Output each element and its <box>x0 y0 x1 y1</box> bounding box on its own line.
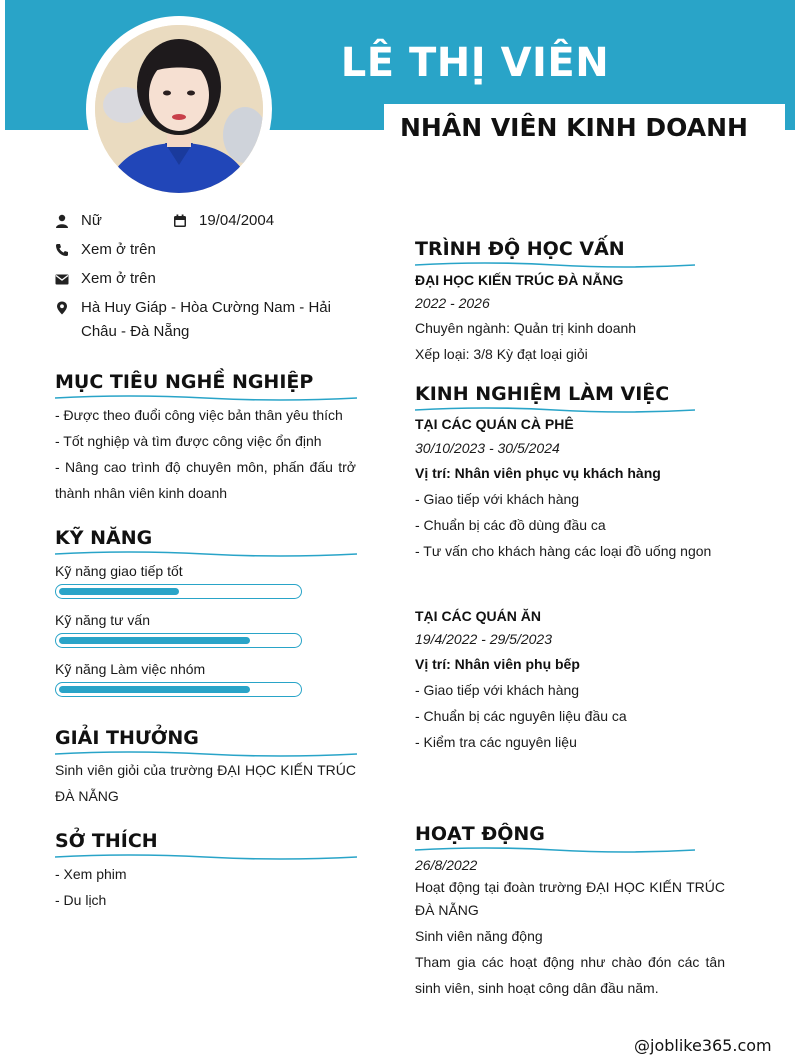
skill-label: Kỹ năng tư vấn <box>55 612 150 628</box>
activities-underline <box>415 846 695 854</box>
hobbies-underline <box>55 853 357 861</box>
phone-row <box>55 241 156 262</box>
job-period: 19/4/2022 - 29/5/2023 <box>415 631 553 647</box>
activity-line: Tham gia các hoạt động như chào đón các tân sinh viên, sinh hoạt công dân đầu năm. <box>415 954 725 996</box>
activities-title: HOẠT ĐỘNG <box>415 823 545 845</box>
email-value: Xem ở trên <box>81 270 156 287</box>
birthday-value: 19/04/2004 <box>199 212 275 229</box>
skills-title: KỸ NĂNG <box>55 527 153 549</box>
address-value: Hà Huy Giáp - Hòa Cường Nam - Hải Châu - Đà Nẵng <box>81 299 331 340</box>
experience-underline <box>415 406 695 414</box>
hobbies-title: SỞ THÍCH <box>55 830 158 852</box>
job-task: - Giao tiếp với khách hàng <box>415 491 580 507</box>
candidate-name: LÊ THỊ VIÊN <box>340 40 610 86</box>
awards-title: GIẢI THƯỞNG <box>55 727 199 749</box>
job-task: - Kiểm tra các nguyên liệu <box>415 734 577 750</box>
activity-line: Hoạt động tại đoàn trường ĐẠI HỌC KIẾN TRÚC ĐÀ NẴNG <box>415 879 725 918</box>
job-company: TẠI CÁC QUÁN CÀ PHÊ <box>415 416 574 432</box>
job-title: NHÂN VIÊN KINH DOANH <box>400 113 748 142</box>
calendar-icon <box>173 214 187 228</box>
skill-fill <box>59 588 179 595</box>
job-position: Vị trí: Nhân viên phụ bếp <box>415 656 580 672</box>
map-pin-icon <box>55 301 69 315</box>
skill-label: Kỹ năng giao tiếp tốt <box>55 563 183 579</box>
awards-text: Sinh viên giỏi của trường ĐẠI HỌC KIẾN TRÚC ĐÀ NẴNG <box>55 762 356 804</box>
skill-bar <box>55 633 302 648</box>
education-major: Chuyên ngành: Quản trị kinh doanh <box>415 320 637 336</box>
objective-item: - Nâng cao trình độ chuyên môn, phấn đấu trở thành nhân viên kinh doanh <box>55 459 356 501</box>
skill-fill <box>59 686 250 693</box>
activity-line: Sinh viên năng động <box>415 928 543 944</box>
objective-title: MỤC TIÊU NGHỀ NGHIỆP <box>55 371 314 393</box>
email-row <box>55 270 156 291</box>
skill-bar <box>55 682 302 697</box>
phone-icon <box>55 243 69 257</box>
phone-value: Xem ở trên <box>81 241 156 258</box>
watermark: @joblike365.com <box>634 1036 772 1055</box>
skill-bar <box>55 584 302 599</box>
job-period: 30/10/2023 - 30/5/2024 <box>415 440 560 456</box>
gender-row <box>55 212 102 233</box>
job-task: - Giao tiếp với khách hàng <box>415 682 580 698</box>
education-school: ĐẠI HỌC KIẾN TRÚC ĐÀ NẴNG <box>415 272 624 288</box>
objective-underline <box>55 394 357 402</box>
gender-value: Nữ <box>81 212 102 229</box>
objective-item: - Được theo đuổi công việc bản thân yêu thích <box>55 407 343 423</box>
job-task: - Chuẩn bị các nguyên liệu đầu ca <box>415 708 627 724</box>
objective-item: - Tốt nghiệp và tìm được công việc ổn định <box>55 433 322 449</box>
job-task: - Tư vấn cho khách hàng các loại đồ uống ngon <box>415 543 712 559</box>
job-task: - Chuẩn bị các đồ dùng đầu ca <box>415 517 606 533</box>
education-period: 2022 - 2026 <box>415 295 490 311</box>
job-position: Vị trí: Nhân viên phục vụ khách hàng <box>415 465 661 481</box>
birthday-row <box>173 212 274 233</box>
activities-date: 26/8/2022 <box>415 857 478 873</box>
user-icon <box>55 214 69 228</box>
education-underline <box>415 261 695 269</box>
hobby-item: - Xem phim <box>55 866 127 882</box>
hobby-item: - Du lịch <box>55 892 107 908</box>
job-company: TẠI CÁC QUÁN ĂN <box>415 608 541 624</box>
skill-fill <box>59 637 250 644</box>
envelope-icon <box>55 272 69 286</box>
education-rank: Xếp loại: 3/8 Kỳ đạt loại giỏi <box>415 346 588 362</box>
address-row <box>55 299 355 344</box>
skills-underline <box>55 550 357 558</box>
education-title: TRÌNH ĐỘ HỌC VẤN <box>415 238 625 260</box>
avatar <box>95 25 263 193</box>
skill-label: Kỹ năng Làm việc nhóm <box>55 661 206 677</box>
experience-title: KINH NGHIỆM LÀM VIỆC <box>415 383 670 405</box>
